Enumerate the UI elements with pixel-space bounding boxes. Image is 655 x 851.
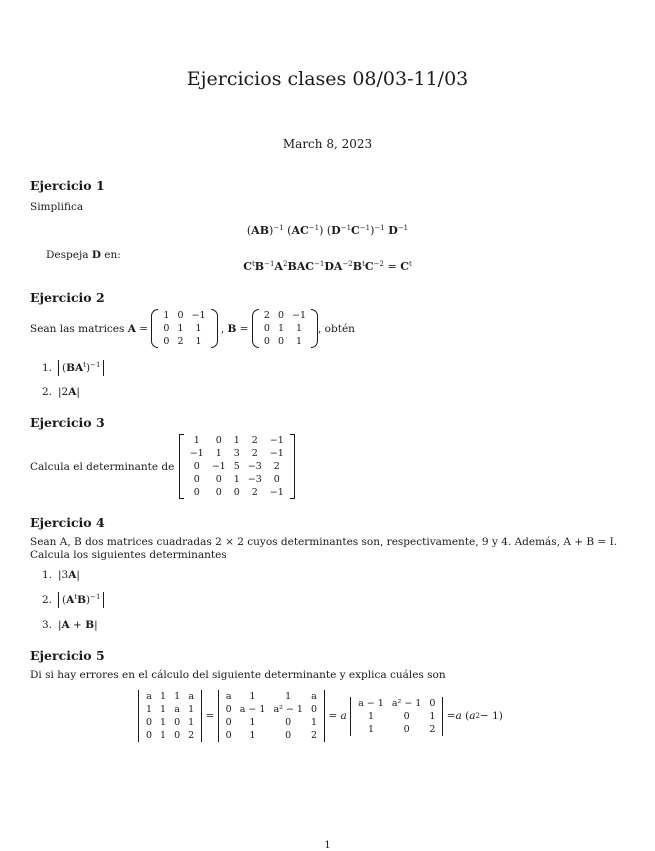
matrix-cell: 1	[160, 730, 167, 741]
ex5-heading: Ejercicio 5	[30, 648, 105, 663]
matrix-row	[354, 697, 439, 710]
matrix-cell: 0	[233, 487, 240, 498]
matrix-cell: 0	[215, 474, 222, 485]
matrix-cell: 2	[188, 730, 195, 741]
ex5-computation: a 1 1 a 1 1 a 1 0 1 0 1 0 1 0 2 = a 1 1 a 0 a − 1 a² − 1 0 0 1 0 1 0 1 0 2 = a a − 1 a² − 1 0 1 0 1 1 0 2 = a ( a 2 − 1)	[138, 690, 503, 742]
matrix-row	[186, 473, 288, 486]
matrix-cell: 0	[263, 323, 270, 334]
matrix-cell: −3	[247, 474, 262, 485]
matrix-cell: 0	[146, 717, 153, 728]
matrix-cell: a − 1	[239, 704, 266, 715]
matrix-cell: 0	[263, 336, 270, 347]
matrix-cell: 2	[177, 336, 184, 347]
matrix-cell: 1	[249, 730, 256, 741]
matrix-cell: a − 1	[358, 697, 384, 709]
matrix-row	[159, 309, 209, 322]
matrix-cell: 1	[295, 336, 303, 347]
document-title: Ejercicios clases 08/03-11/03	[186, 68, 469, 90]
matrix-cell: 3	[233, 448, 240, 459]
matrix-row	[142, 729, 198, 742]
matrix-row	[186, 486, 288, 499]
matrix-cell: 1	[295, 323, 303, 334]
matrix-cell: −1	[269, 487, 284, 498]
document-date: March 8, 2023	[282, 137, 373, 151]
matrix-cell: −1	[191, 310, 206, 321]
matrix-row	[354, 723, 439, 736]
matrix-cell: 0	[193, 487, 200, 498]
matrix-row	[222, 729, 321, 742]
matrix-row	[142, 703, 198, 716]
matrix-cell: 1	[195, 336, 202, 347]
ex4-item-1: 1. |3A|	[30, 569, 80, 581]
matrix-cell: 1	[233, 435, 240, 446]
matrix-cell: 0	[146, 730, 153, 741]
matrix-cell: 1	[429, 710, 436, 722]
matrix-cell: 0	[403, 710, 410, 722]
matrix-cell: 0	[177, 310, 184, 321]
matrix-cell: 5	[233, 461, 240, 472]
matrix-cell: −1	[211, 461, 226, 472]
matrix-cell: 0	[277, 336, 284, 347]
matrix-cell: 1	[163, 310, 170, 321]
matrix-row	[222, 703, 321, 716]
matrix-row	[222, 716, 321, 729]
ex2-heading: Ejercicio 2	[30, 290, 105, 305]
ex1-formula-2: $C^tB^{-1}A^2BAC^{-1}DA^{-2}B^tC^{-2} = C^t$	[243, 260, 412, 273]
matrix-cell: 2	[263, 310, 270, 321]
matrix-B	[252, 309, 318, 348]
matrix-cell: −3	[247, 461, 262, 472]
item-number: 2.	[41, 386, 52, 398]
matrix-cell: 1	[277, 323, 284, 334]
matrix-cell: 0	[163, 323, 170, 334]
matrix-cell: 1	[249, 691, 256, 702]
determinant-3	[350, 697, 443, 736]
matrix-M	[178, 434, 296, 499]
matrix-cell: 0	[273, 474, 280, 485]
item-number: 3.	[41, 619, 52, 631]
matrix-cell: 0	[285, 717, 292, 728]
matrix-cell: 0	[285, 730, 292, 741]
matrix-cell: 0	[225, 704, 232, 715]
matrix-cell: 0	[174, 730, 181, 741]
matrix-row	[260, 335, 310, 348]
matrix-cell: 0	[403, 723, 410, 735]
matrix-row	[159, 322, 209, 335]
matrix-row	[260, 322, 310, 335]
ex2-statement: Sean las matrices A = 1 0 −1 0 1 1 0 2 1 , B = 2 0 −1 0 1 1 0 0 1 , obtén	[30, 310, 355, 347]
matrix-cell: 1	[310, 717, 318, 728]
matrix-cell: 2	[251, 448, 258, 459]
matrix-cell: a	[174, 704, 180, 715]
matrix-row	[159, 335, 209, 348]
ex5-intro: Di si hay errores en el cálculo del siguiente determinante y explica cuáles son	[30, 669, 446, 681]
matrix-cell: 0	[429, 697, 436, 709]
item-number: 2.	[41, 594, 52, 606]
matrix-cell: 0	[215, 435, 222, 446]
matrix-cell: 2	[310, 730, 318, 741]
matrix-cell: 0	[215, 487, 222, 498]
matrix-cell: 0	[225, 717, 232, 728]
matrix-cell: 1	[193, 435, 200, 446]
matrix-row	[186, 447, 288, 460]
matrix-cell: 0	[225, 730, 232, 741]
determinant-1	[138, 690, 202, 742]
matrix-cell: 1	[177, 323, 184, 334]
matrix-cell: 2	[251, 487, 258, 498]
determinant-2	[218, 690, 325, 742]
ex3-heading: Ejercicio 3	[30, 415, 105, 430]
item-number: 1.	[41, 362, 52, 374]
ex1-en-word: en:	[104, 249, 121, 261]
matrix-cell: 1	[285, 691, 292, 702]
ex3-intro: Calcula el determinante de	[30, 460, 175, 473]
ex1-despeja-word: Despeja	[46, 249, 89, 261]
matrix-row	[260, 309, 310, 322]
matrix-cell: −1	[291, 310, 306, 321]
matrix-row	[142, 690, 198, 703]
matrix-cell: 1	[195, 323, 202, 334]
matrix-cell: a² − 1	[273, 704, 303, 715]
ex1-despeja: Despeja D en:	[46, 249, 121, 261]
matrix-row	[186, 434, 288, 447]
matrix-cell: 1	[160, 704, 167, 715]
matrix-cell: −1	[189, 448, 204, 459]
matrix-cell: a	[188, 691, 194, 702]
matrix-cell: a	[311, 691, 317, 702]
matrix-cell: 1	[188, 717, 195, 728]
ex1-intro: Simplifica	[30, 201, 84, 213]
ex4-heading: Ejercicio 4	[30, 515, 105, 530]
matrix-cell: 1	[249, 717, 256, 728]
matrix-cell: 2	[429, 723, 436, 735]
ex2-item-2: 2. |2A|	[30, 386, 80, 398]
matrix-row	[186, 460, 288, 473]
matrix-cell: 0	[277, 310, 284, 321]
matrix-cell: 1	[174, 691, 181, 702]
matrix-row	[354, 710, 439, 723]
ex2-item-1: 1. $(BA^t)^{-1}$	[30, 360, 104, 376]
matrix-cell: 0	[193, 474, 200, 485]
matrix-cell: a	[146, 691, 152, 702]
matrix-cell: 1	[233, 474, 240, 485]
matrix-cell: −1	[269, 448, 284, 459]
ex1-heading: Ejercicio 1	[30, 178, 105, 193]
ex3-statement	[30, 434, 296, 499]
matrix-A	[151, 309, 217, 348]
matrix-cell: 0	[163, 336, 170, 347]
matrix-cell: 1	[160, 691, 167, 702]
matrix-cell: a	[225, 691, 232, 702]
page-number: 1	[324, 840, 331, 851]
matrix-cell: 1	[215, 448, 222, 459]
matrix-cell: 0	[310, 704, 318, 715]
ex1-formula-1: (AB)$^{-1}$ $(AC^{-1})$ $(D^{-1}C^{-1})^{-1}$ $D^{-1}$	[246, 224, 409, 237]
matrix-row	[142, 716, 198, 729]
matrix-cell: 1	[367, 723, 374, 735]
matrix-cell: 1	[160, 717, 167, 728]
matrix-cell: 1	[146, 704, 153, 715]
matrix-row	[222, 690, 321, 703]
matrix-cell: 2	[251, 435, 258, 446]
ex4-text: Sean A, B dos matrices cuadradas 2 × 2 cuyos determinantes son, respectivamente, 9 y 4. Además, A + B = I. Calcula los siguientes determinantes	[30, 536, 618, 561]
matrix-cell: a² − 1	[391, 697, 422, 709]
matrix-cell: 0	[174, 717, 181, 728]
matrix-cell: −1	[269, 435, 284, 446]
matrix-cell: 1	[188, 704, 195, 715]
ex2-obten: , obtén	[318, 322, 355, 335]
ex4-item-3: 3. |A + B|	[30, 619, 98, 631]
matrix-cell: 2	[273, 461, 280, 472]
ex2-intro: Sean las matrices	[30, 322, 125, 335]
matrix-cell: 1	[367, 710, 374, 722]
ex4-item-2: 2. $(A^tB)^{-1}$	[30, 592, 104, 608]
item-number: 1.	[41, 569, 52, 581]
matrix-cell: 0	[193, 461, 200, 472]
